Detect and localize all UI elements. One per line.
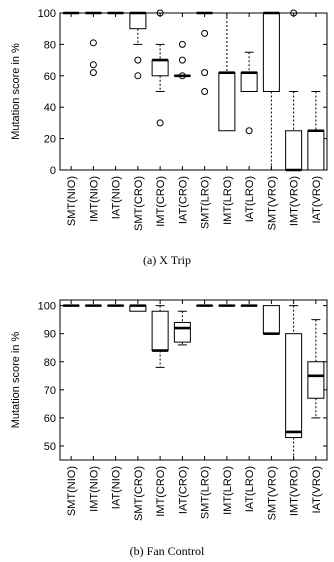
y-tick-label: 50 <box>43 440 56 453</box>
outlier-point <box>246 128 252 134</box>
x-tick-label: IAT(VRO) <box>310 176 323 224</box>
y-tick-label: 0 <box>49 165 56 177</box>
box-imt-cro <box>152 306 168 368</box>
y-tick-label: 100 <box>37 8 56 20</box>
x-tick-label: IAT(NIO) <box>110 466 123 510</box>
box-imt-nio <box>85 13 101 76</box>
box-body <box>219 73 235 131</box>
x-tick-label: IMT(VRO) <box>288 466 301 517</box>
box-body <box>152 311 168 350</box>
y-tick-label: 60 <box>43 70 56 83</box>
box-body <box>286 334 302 438</box>
box-body <box>174 322 190 342</box>
box-body <box>263 13 279 92</box>
y-axis-label: Mutation score in % <box>10 331 22 429</box>
chart-panel-fan-control <box>0 281 334 562</box>
box-body <box>286 131 302 170</box>
box-iat-lro <box>241 52 257 134</box>
x-tick-label: SMT(NIO) <box>66 466 79 517</box>
x-tick-label: SMT(VRO) <box>266 466 279 521</box>
x-tick-label: IMT(CRO) <box>155 176 168 227</box>
outlier-point <box>135 73 141 79</box>
y-tick-label: 40 <box>43 102 56 115</box>
outlier-point <box>202 30 208 36</box>
chart-caption: (b) Fan Control <box>129 544 205 558</box>
x-tick-label: SMT(VRO) <box>266 176 279 231</box>
y-tick-label: 70 <box>43 384 56 397</box>
box-imt-lro <box>219 13 235 131</box>
x-tick-label: IAT(NIO) <box>110 176 123 220</box>
outlier-point <box>179 41 185 47</box>
outlier-point <box>157 120 163 126</box>
box-smt-vro <box>263 13 279 170</box>
box-body <box>130 13 146 29</box>
x-tick-label: SMT(LRO) <box>199 466 212 520</box>
box-iat-vro <box>308 320 324 418</box>
box-iat-vro <box>308 92 324 171</box>
box-body <box>308 131 324 170</box>
x-tick-label: SMT(CRO) <box>132 466 145 521</box>
box-iat-cro <box>174 311 190 345</box>
outlier-point <box>202 70 208 76</box>
x-tick-label: SMT(CRO) <box>132 176 145 231</box>
box-body <box>241 73 257 92</box>
box-body <box>263 306 279 334</box>
x-tick-label: IAT(LRO) <box>244 176 257 223</box>
y-axis-label: Mutation score in % <box>10 43 22 140</box>
y-tick-label: 20 <box>43 133 56 146</box>
outlier-point <box>90 62 96 68</box>
outlier-point <box>202 89 208 95</box>
x-tick-label: SMT(LRO) <box>199 176 212 230</box>
x-tick-label: IMT(LRO) <box>221 176 234 225</box>
x-tick-label: IMT(CRO) <box>155 466 168 517</box>
x-tick-label: IMT(VRO) <box>288 176 301 227</box>
x-tick-label: SMT(NIO) <box>66 176 79 227</box>
box-body <box>152 60 168 76</box>
box-imt-cro <box>152 10 168 126</box>
y-tick-label: 80 <box>43 356 56 369</box>
chart-caption: (a) X Trip <box>142 253 191 267</box>
outlier-point <box>90 40 96 46</box>
outlier-point <box>179 57 185 63</box>
box-smt-cro <box>130 13 146 79</box>
box-body <box>308 362 324 398</box>
box-imt-vro <box>286 306 302 460</box>
outlier-point <box>90 70 96 76</box>
x-tick-label: IAT(VRO) <box>310 466 323 514</box>
box-plot-fan-control <box>0 281 334 562</box>
y-tick-label: 90 <box>43 328 56 341</box>
box-smt-lro <box>197 13 213 95</box>
x-tick-label: IAT(CRO) <box>177 466 190 515</box>
box-imt-vro <box>286 10 302 170</box>
y-tick-label: 60 <box>43 412 56 425</box>
x-tick-label: IAT(CRO) <box>177 176 190 225</box>
box-smt-vro <box>263 306 279 334</box>
x-tick-label: IMT(LRO) <box>221 466 234 515</box>
x-tick-label: IMT(NIO) <box>88 176 101 222</box>
x-tick-label: IAT(LRO) <box>244 466 257 513</box>
y-tick-label: 100 <box>37 300 56 313</box>
box-smt-cro <box>130 306 146 312</box>
box-iat-cro <box>174 41 190 78</box>
x-tick-label: IMT(NIO) <box>88 466 101 512</box>
y-tick-label: 80 <box>43 39 56 52</box>
outlier-point <box>135 57 141 63</box>
